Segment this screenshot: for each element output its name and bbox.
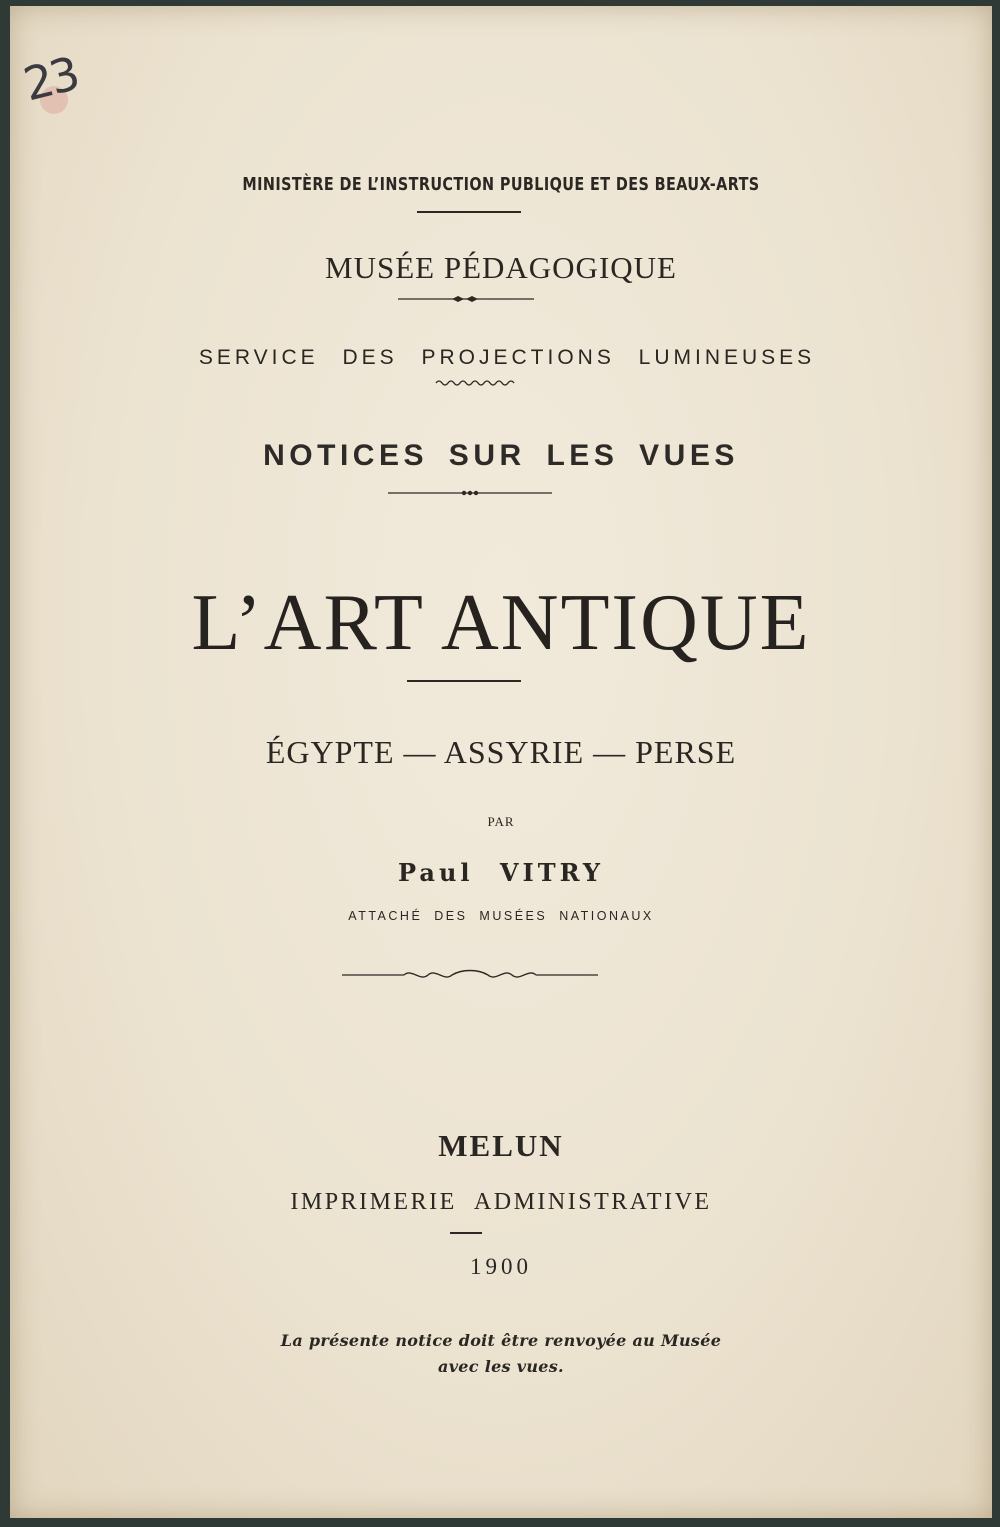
divider-ornament	[388, 488, 552, 498]
museum-name: MUSÉE PÉDAGOGIQUE	[325, 250, 677, 285]
city: MELUN	[438, 1128, 564, 1163]
return-notice-line: avec les vues.	[438, 1357, 564, 1376]
handwritten-number: 23	[18, 46, 83, 112]
series-heading: NOTICES SUR LES VUES	[263, 439, 739, 472]
publication-year: 1900	[470, 1254, 532, 1279]
flourish-divider-ornament	[342, 968, 598, 982]
author-name: Paul VITRY	[398, 858, 604, 887]
document-page	[10, 6, 992, 1518]
main-title: L’ART ANTIQUE	[191, 579, 811, 667]
return-notice	[10, 1328, 992, 1380]
divider-ornament	[398, 294, 534, 304]
ministry-heading: MINISTÈRE DE L’INSTRUCTION PUBLIQUE ET DES BEAUX-ARTS	[242, 174, 760, 195]
divider-rule	[450, 1232, 482, 1234]
printer-name: IMPRIMERIE ADMINISTRATIVE	[290, 1189, 712, 1215]
return-notice-line: La présente notice doit être renvoyée au Musée	[280, 1331, 722, 1350]
subtitle: ÉGYPTE — ASSYRIE — PERSE	[265, 734, 737, 770]
service-heading: SERVICE DES PROJECTIONS LUMINEUSES	[198, 346, 816, 369]
divider-rule	[417, 211, 521, 213]
author-role: ATTACHÉ DES MUSÉES NATIONAUX	[348, 909, 654, 923]
wavy-divider-ornament	[436, 379, 514, 387]
by-label: PAR	[487, 814, 515, 829]
divider-rule	[407, 680, 521, 682]
